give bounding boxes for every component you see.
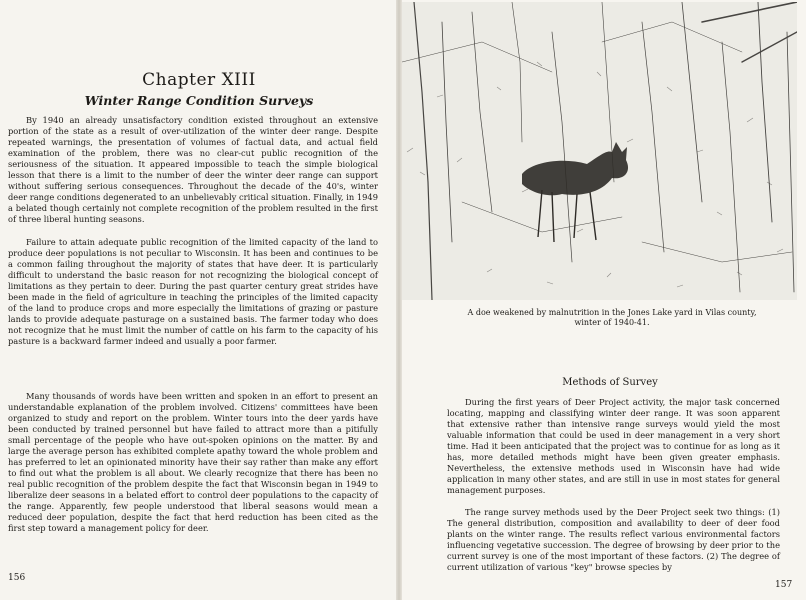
body-paragraph: During the first years of Deer Project activity, the major task concerned locating, mapping and classifying winter deer range. It was soon apparent that extensive rather than intensive range surveys would yield the most valuable information that could be used in deer management in a very short time. Had it been anticipated that the project was to continue for as long as it has, more detailed methods might have been given greater emphasis. Nevertheless, the extensive methods used in Wisconsin have had wide application in many other states, and are still in use in most states for general management purposes. — [447, 397, 780, 495]
page-number-right: 157 — [775, 580, 793, 590]
body-paragraph: Many thousands of words have been written and spoken in an effort to present an understandable explanation of the problem involved. Citizens' committees have been organized to study and report on the problem. Winter tours into the deer yards have been conducted by trained personnel but have failed to attract more than a pitifully small percentage of the people who have out-spoken opinions on the matter. By and large the average person has exhibited complete apathy toward the whole problem and has preferred to let an opinionated minority have their say rather than make any effort to find out what the problem is all about. We clearly recognize that there has been no real public recognition of the problem despite the fact that Wisconsin began in 1949 to liberalize deer seasons in a belated effort to control deer populations to the capacity of the range. Apparently, few people understood that liberal seasons would mean a reduced deer population, despite the fact that herd reduction has been cited as the first step toward a management policy for deer. — [8, 391, 378, 533]
body-paragraph: The range survey methods used by the Deer Project seek two things: (1) The general distribution, composition and availability to deer of deer food plants on the winter range. The results reflect various environmental factors influencing vegetative succession. The degree of browsing by deer prior to the current survey is one of the most important of these factors. (2) The degree of current utilization of various "key" browse species by — [447, 507, 780, 572]
page-number-left: 156 — [8, 573, 26, 583]
chapter-title: Winter Range Condition Surveys — [84, 93, 314, 108]
doe-photograph — [402, 2, 797, 300]
photo-illustration — [402, 2, 797, 300]
body-paragraph: By 1940 an already unsatisfactory condition existed throughout an extensive portion of the state as a result of over-utilization of the winter deer range. Despite repeated warnings, the presentation of volumes of factual data, and actual field examination of the problem, there was no clear-cut public recognition of the seriousness of the situation. It appeared impossible to teach the simple biological lesson that there is a limit to the number of deer the winter deer range can support without suffering serious consequences. Throughout the decade of the 40's, winter deer range conditions degenerated to an unbelievably critical situation. Finally, in 1949 a belated though certainly not complete recognition of the problem resulted in the first of three liberal hunting seasons. — [8, 115, 378, 224]
photo-caption: A doe weakened by malnutrition in the Jones Lake yard in Vilas county, winter of 1940-41. — [467, 308, 757, 327]
section-heading: Methods of Survey — [562, 377, 658, 388]
chapter-heading: Chapter XIII — [142, 70, 256, 90]
body-paragraph: Failure to attain adequate public recognition of the limited capacity of the land to produce deer populations is not peculiar to Wisconsin. It has been and continues to be a common failing throughout the majority of states that have deer. It is particularly difficult to understand the basic reason for not recognizing the biological concept of limitations as they pertain to deer. During the past quarter century great strides have been made in the field of agriculture in teaching the principles of the limited capacity of the land to produce crops and more especially the limitations of grazing or pasture lands to provide adequate pasturage on a sustained basis. The farmer today who does not recognize that he must limit the number of cattle on his farm to the capacity of his pasture is a backward farmer indeed and usually a poor farmer. — [8, 237, 378, 346]
